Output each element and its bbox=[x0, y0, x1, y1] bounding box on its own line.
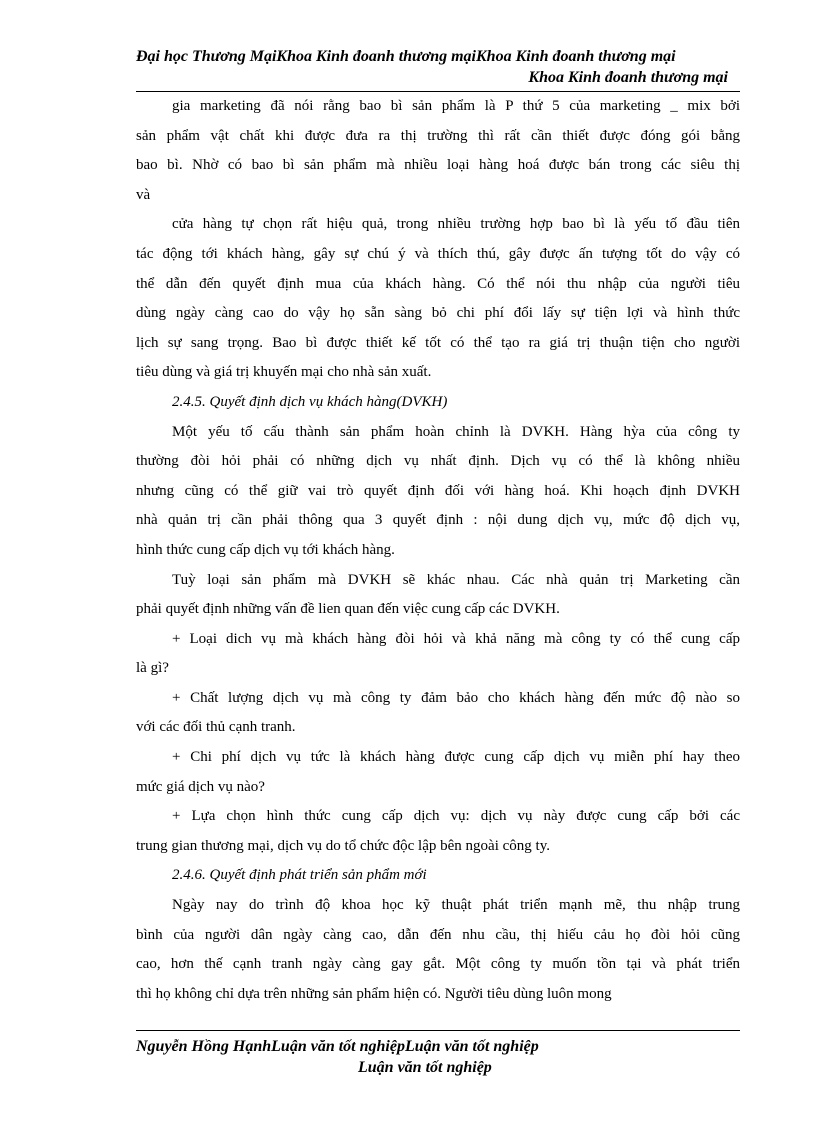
body-text-line: Ngày nay do trình độ khoa học kỹ thuật phát triển mạnh mẽ, thu nhập trung bbox=[172, 897, 740, 914]
body-text-line: Một yếu tố cấu thành sản phẩm hoàn chỉnh là DVKH. Hàng hỳa của công ty bbox=[172, 423, 740, 440]
section-heading: 2.4.6. Quyết định phát triển sản phẩm mới bbox=[172, 867, 427, 884]
footer-line-1: Nguyễn Hồng HạnhLuận văn tốt nghiệpLuận văn tốt nghiệp bbox=[136, 1038, 539, 1055]
body-text-line: gia marketing đã nói rằng bao bì sản phẩm là P thứ 5 của marketing _ mix bởi bbox=[172, 98, 740, 114]
body-text-line: + Lựa chọn hình thức cung cấp dịch vụ: dịch vụ này được cung cấp bởi các bbox=[172, 808, 740, 825]
document-body bbox=[136, 92, 740, 1009]
body-text-line: thường đòi hỏi phải có những dịch vụ nhất định. Dịch vụ có thể là không nhiều bbox=[136, 453, 740, 470]
body-text-line: bao bì. Nhờ có bao bì sản phẩm mà nhiều loại hàng hoá được bán trong các siêu thị bbox=[136, 157, 740, 174]
body-text-line: tiêu dùng và giá trị khuyến mại cho nhà sản xuất. bbox=[136, 364, 432, 381]
header-line-2: Khoa Kinh đoanh thương mại bbox=[528, 69, 728, 86]
body-text-line: và bbox=[136, 186, 151, 203]
body-text-line: nhà quản trị cần phải thông qua 3 quyết định : nội dung dịch vụ, mức độ dịch vụ, bbox=[136, 512, 740, 529]
page-header bbox=[136, 46, 740, 88]
section-heading: 2.4.5. Quyết định dịch vụ khách hàng(DVKH) bbox=[172, 393, 448, 410]
body-text-line: Tuỳ loại sản phẩm mà DVKH sẽ khác nhau. Các nhà quản trị Marketing cần bbox=[172, 571, 740, 588]
body-text-line: sản phẩm vật chất khi được đưa ra thị trường thì rất cần thiết được đóng gói bằng bbox=[136, 127, 740, 144]
footer-rule bbox=[136, 1030, 740, 1031]
body-text-line: mức giá dịch vụ nào? bbox=[136, 778, 265, 795]
body-text-line: thể dẫn đến quyết định mua của khách hàng. Có thể nói thu nhập của người tiêu bbox=[136, 275, 740, 292]
body-text-line: + Chất lượng dịch vụ mà công ty đảm bảo cho khách hàng đến mức độ nào so bbox=[172, 689, 740, 706]
body-text-line: tác động tới khách hàng, gây sự chú ý và thích thú, gây được ấn tượng tốt do vậy có bbox=[136, 245, 740, 262]
body-text-line: thì họ không chỉ dựa trên những sản phẩm hiện có. Người tiêu dùng luôn mong bbox=[136, 985, 612, 1002]
body-text-line: nhưng cũng có thể giữ vai trò quyết định đối với hàng hoá. Khi hoạch định DVKH bbox=[136, 482, 740, 499]
body-text-line: hình thức cung cấp dịch vụ tới khách hàng. bbox=[136, 541, 395, 558]
body-text-line: bình của người dân ngày càng cao, dẫn đến nhu cầu, thị hiếu cảu họ đòi hỏi cũng bbox=[136, 926, 740, 943]
page-footer bbox=[136, 1036, 740, 1078]
body-text-line: dùng ngày càng cao do vậy họ sẵn sàng bỏ chi phí đổi lấy sự tiện lợi và hình thức bbox=[136, 305, 740, 322]
body-text-line: cao, hơn thế cạnh tranh ngày càng gay gắt. Một công ty muốn tồn tại và phát triển bbox=[136, 956, 740, 973]
body-text-line: + Chi phí dịch vụ tức là khách hàng được cung cấp dịch vụ miễn phí hay theo bbox=[172, 749, 740, 766]
body-text-line: cửa hàng tự chọn rất hiệu quả, trong nhiều trường hợp bao bì là yếu tố đầu tiên bbox=[172, 216, 740, 233]
body-text-line: trung gian thương mại, dịch vụ do tổ chức độc lập bên ngoài công ty. bbox=[136, 837, 550, 854]
body-text-line: + Loại dich vụ mà khách hàng đòi hỏi và khả năng mà công ty có thể cung cấp bbox=[172, 630, 740, 647]
header-line-1: Đại học Thương MạiKhoa Kinh đoanh thương mạiKhoa Kinh đoanh thương mại bbox=[136, 48, 676, 65]
body-text-line: phải quyết định những vấn đề lien quan đến việc cung cấp các DVKH. bbox=[136, 601, 560, 618]
body-text-line: với các đối thủ cạnh tranh. bbox=[136, 719, 296, 736]
body-text-line: lịch sự sang trọng. Bao bì được thiết kế tốt có thể tạo ra giá trị thuận tiện cho người bbox=[136, 334, 740, 351]
footer-line-2: Luận văn tốt nghiệp bbox=[358, 1059, 492, 1076]
body-text-line: là gì? bbox=[136, 660, 169, 677]
